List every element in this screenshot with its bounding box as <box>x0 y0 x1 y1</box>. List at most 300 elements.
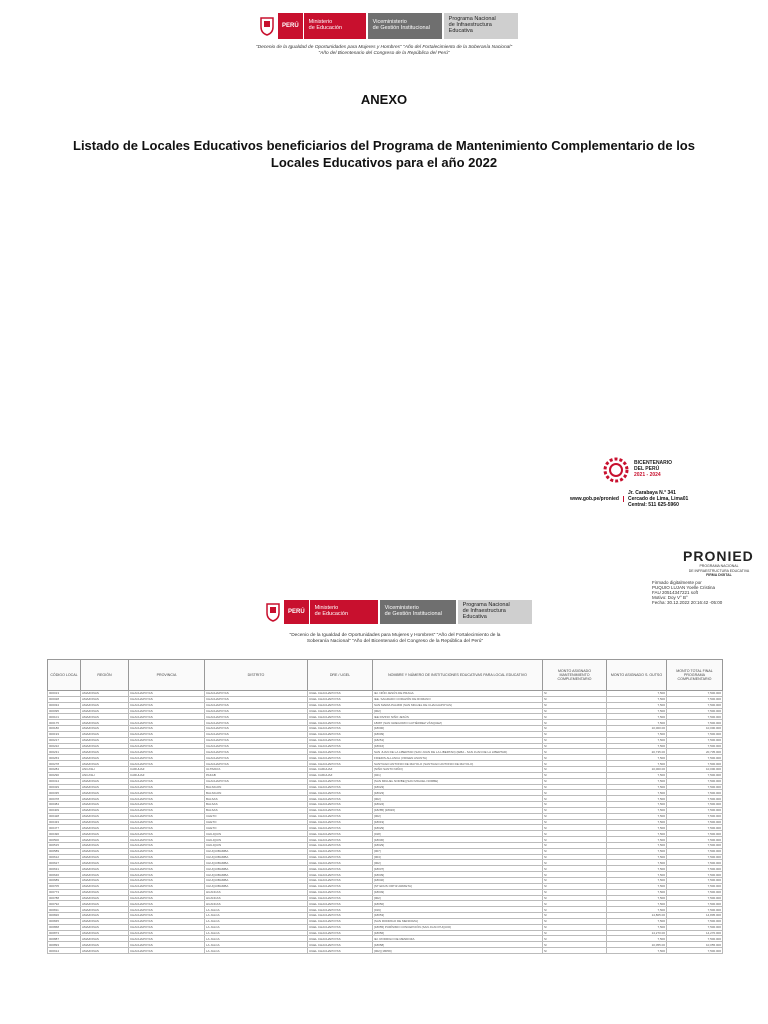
table-cell: 000034 <box>48 702 81 708</box>
table-cell: 7,500 <box>607 784 667 790</box>
table-cell: 7,500.000 <box>667 837 723 843</box>
table-row <box>48 948 723 954</box>
table-cell: 000314 <box>48 778 81 784</box>
table-cell: S/ <box>543 761 607 767</box>
table-cell: S/ <box>543 755 607 761</box>
table-cell: UGEL CHACHAPOYAS <box>308 842 373 848</box>
table-cell: UGEL CHACHAPOYAS <box>308 948 373 954</box>
table-cell: CHACHAPOYAS <box>205 714 308 720</box>
table-cell: S/ <box>543 895 607 901</box>
table-cell: UGEL CHACHAPOYAS <box>308 802 373 808</box>
table-cell: 000792 <box>48 901 81 907</box>
table-cell: CHETO <box>205 819 308 825</box>
table-cell: AMAZONAS <box>81 802 129 808</box>
table-cell: 000477 <box>48 825 81 831</box>
table-cell: [18053] <box>373 913 543 919</box>
table-cell: AMAZONAS <box>81 702 129 708</box>
table-cell: HUANCAS <box>205 889 308 895</box>
table-cell: CHACHAPOYAS <box>205 720 308 726</box>
table-cell: CHUQUIBAMBA <box>205 878 308 884</box>
pronied-logo: PRONIED <box>683 548 754 564</box>
table-cell: AMAZONAS <box>81 831 129 837</box>
table-cell: 000222 <box>48 743 81 749</box>
table-cell: UGEL CHACHAPOYAS <box>308 790 373 796</box>
table-cell: S/ <box>543 731 607 737</box>
table-cell: 000788 <box>48 895 81 901</box>
column-header: NOMBRE Y NÚMERO DE INSTITUCIONES EDUCATIVAS PARA LOCAL EDUCATIVO <box>373 660 543 691</box>
table-cell: UGEL CHACHAPOYAS <box>308 807 373 813</box>
table-cell: S/ <box>543 948 607 954</box>
table-cell: 10,000.00 <box>607 766 667 772</box>
table-cell: S/ <box>543 854 607 860</box>
table-cell: UGEL CHACHAPOYAS <box>308 854 373 860</box>
table-cell: 7,500.000 <box>667 860 723 866</box>
table-cell: UGEL CHACHAPOYAS <box>308 819 373 825</box>
table-cell: S/ <box>543 913 607 919</box>
table-cell: 7,500 <box>607 842 667 848</box>
table-cell: FIDEDIS ALLANCA (VIRGEN ASUNTA) <box>373 755 543 761</box>
table-cell: [002] <box>373 813 543 819</box>
table-cell: CHACHAPOYAS <box>129 790 205 796</box>
table-cell: 000180 <box>48 726 81 732</box>
column-header: MONTO ASIGNADO S. OUTSO <box>607 660 667 691</box>
table-cell: AMAZONAS <box>81 854 129 860</box>
column-header: CÓDIGO LOCAL <box>48 660 81 691</box>
table-cell: IEE. SAGRADO CORAZÓN DE ROMANO <box>373 696 543 702</box>
table-cell: S/ <box>543 930 607 936</box>
table-cell: S/ <box>543 866 607 872</box>
table-cell: 7,500.000 <box>667 813 723 819</box>
table-cell: UGEL CHACHAPOYAS <box>308 837 373 843</box>
table-cell: 000095 <box>48 708 81 714</box>
table-cell: 20,735.00 <box>607 749 667 755</box>
table-cell: UGEL CHACHAPOYAS <box>308 831 373 837</box>
table-cell: AMAZONAS <box>81 813 129 819</box>
table-cell: 7,500.000 <box>667 895 723 901</box>
table-cell: 7,500.000 <box>667 918 723 924</box>
table-cell: CHACHAPOYAS <box>205 761 308 767</box>
table-cell: AMAZONAS <box>81 696 129 702</box>
table-cell: SAN JUAN DE LA LIBERTAD (SAN JUAN DE LA LIBERTAD) (IEBA - SAN JUAN DE LA LIBERTAD) <box>373 749 543 755</box>
table-cell: 7,500.000 <box>667 825 723 831</box>
table-cell: 000409 <box>48 807 81 813</box>
table-cell: CHACHAPOYAS <box>129 755 205 761</box>
table-cell: AMAZONAS <box>81 848 129 854</box>
table-cell: UGEL CHACHAPOYAS <box>308 761 373 767</box>
table-cell: AMAZONAS <box>81 942 129 948</box>
table-cell: 14,805.000 <box>667 913 723 919</box>
vice-ministry-label: Viceministerio de Gestión Institucional <box>380 600 456 624</box>
table-cell: IEE DIVINO NIÑO JESÚS <box>373 714 543 720</box>
table-cell: UGEL CHACHAPOYAS <box>308 872 373 878</box>
table-cell: AMAZONAS <box>81 924 129 930</box>
table-cell: CARHUAZ <box>129 772 205 778</box>
page-title: Listado de Locales Educativos beneficiarios del Programa de Mantenimiento Complementario de los Locales Educativos para el año 2022 <box>73 138 695 170</box>
table-cell: S/ <box>543 691 607 697</box>
table-cell: 7,500 <box>607 901 667 907</box>
table-cell: 7,500 <box>607 895 667 901</box>
table-cell: 7,500.000 <box>667 831 723 837</box>
table-cell: S/ <box>543 860 607 866</box>
table-cell: 7,500.000 <box>667 819 723 825</box>
table-cell: 000217 <box>48 737 81 743</box>
table-cell: 000500 <box>48 837 81 843</box>
peru-shield-icon <box>256 13 278 39</box>
peru-shield-icon <box>262 600 284 624</box>
table-cell: UGEL CHACHAPOYAS <box>308 907 373 913</box>
table-cell: 000914 <box>48 948 81 954</box>
table-cell: UGEL CARHUAZ <box>308 766 373 772</box>
table-cell: 7,500 <box>607 743 667 749</box>
table-cell: CHACHAPOYAS <box>129 778 205 784</box>
table-cell: CHACHAPOYAS <box>205 708 308 714</box>
table-cell: S/ <box>543 837 607 843</box>
pronied-subtitle: PROGRAMA NACIONAL DE INFRAESTRUCTURA EDUCATIVA FIRMA DIGITAL <box>688 564 750 577</box>
table-cell: CHACHAPOYAS <box>129 848 205 854</box>
table-cell: [18029] <box>373 825 543 831</box>
table-cell: [18055] PURÍSIMO CONCEPCIÓN (SAN JUAN PUQUIO) <box>373 924 543 930</box>
table-cell: 000845 <box>48 918 81 924</box>
table-cell: [18285] [18026] <box>373 807 543 813</box>
table-cell: UGEL CARHUAZ <box>308 772 373 778</box>
table-cell: CHACHAPOYAS <box>129 819 205 825</box>
table-cell: 000773 <box>48 889 81 895</box>
table-cell: S/ <box>543 749 607 755</box>
table-cell: 7,500.000 <box>667 790 723 796</box>
table-cell: 000631 <box>48 866 81 872</box>
table-cell: [002] <box>373 796 543 802</box>
table-cell: CHACHAPOYAS <box>129 702 205 708</box>
table-cell: [019] <box>373 907 543 913</box>
table-cell: 7,500 <box>607 848 667 854</box>
table-cell: CHUQUIBAMBA <box>205 866 308 872</box>
table-cell: AMAZONAS <box>81 761 129 767</box>
table-cell: UGEL CHACHAPOYAS <box>308 848 373 854</box>
table-cell: 7,500.000 <box>667 696 723 702</box>
table-cell: CHACHAPOYAS <box>129 889 205 895</box>
table-cell: UGEL CHACHAPOYAS <box>308 889 373 895</box>
table-cell: AMAZONAS <box>81 883 129 889</box>
table-cell: CHACHAPOYAS <box>129 743 205 749</box>
table-cell: 10,055.00 <box>607 942 667 948</box>
table-cell: CHUQUIBAMBA <box>205 883 308 889</box>
table-cell: AMAZONAS <box>81 819 129 825</box>
table-cell: 7,500.000 <box>667 761 723 767</box>
table-cell: [18024] <box>373 802 543 808</box>
table-cell: [002] <box>373 860 543 866</box>
table-cell: 7,500.000 <box>667 772 723 778</box>
table-cell: 7,500 <box>607 796 667 802</box>
table-cell: CHACHAPOYAS <box>129 731 205 737</box>
table-cell: 000013 <box>48 691 81 697</box>
table-cell: 000705 <box>48 883 81 889</box>
table-cell: CHACHAPOYAS <box>129 749 205 755</box>
table-cell: S/ <box>543 872 607 878</box>
table-cell: AMAZONAS <box>81 825 129 831</box>
table-cell: 000101 <box>48 714 81 720</box>
table-cell: CHILIQUIN <box>205 831 308 837</box>
table-cell: BALSAS <box>205 807 308 813</box>
table-cell: CHACHAPOYAS <box>205 749 308 755</box>
contact-address: www.gob.pe/pronied Jr. Carabaya N.° 341 Cercado de Lima, Lima01 Central: 511 625-5960 <box>570 490 689 508</box>
table-cell: 7,500 <box>607 708 667 714</box>
table-cell: AMAZONAS <box>81 743 129 749</box>
table-cell: [002] [18059] <box>373 948 543 954</box>
table-cell: AMAZONAS <box>81 784 129 790</box>
table-cell: S/ <box>543 889 607 895</box>
table-cell: AMAZONAS <box>81 755 129 761</box>
table-cell: 7,500 <box>607 696 667 702</box>
table-cell: S/ <box>543 848 607 854</box>
table-cell: 000887 <box>48 936 81 942</box>
table-cell: 000689 <box>48 878 81 884</box>
table-cell: LA JALCA <box>205 913 308 919</box>
table-cell: S/ <box>543 714 607 720</box>
table-cell: 7,500.000 <box>667 743 723 749</box>
table-cell: CHACHAPOYAS <box>205 691 308 697</box>
column-header: DISTRITO <box>205 660 308 691</box>
table-cell: 10,000.00 <box>607 726 667 732</box>
table-cell: CHACHAPOYAS <box>205 755 308 761</box>
table-cell: AMAZONAS <box>81 936 129 942</box>
table-cell: 7,500.000 <box>667 936 723 942</box>
table-cell: HUANCAS <box>205 895 308 901</box>
table-cell: 7,500.000 <box>667 807 723 813</box>
table-cell: 000589 <box>48 848 81 854</box>
table-cell: UGEL CHACHAPOYAS <box>308 860 373 866</box>
table-cell: CHUQUIBAMBA <box>205 854 308 860</box>
table-cell: UGEL CHACHAPOYAS <box>308 913 373 919</box>
column-header: MONTO TOTAL FINAL PROGRAMA COMPLEMENTARIO <box>667 660 723 691</box>
table-cell: CHACHAPOYAS <box>205 731 308 737</box>
table-cell: UGEL CHACHAPOYAS <box>308 930 373 936</box>
website-link[interactable]: www.gob.pe/pronied <box>570 496 624 502</box>
table-cell: UGEL CHACHAPOYAS <box>308 714 373 720</box>
table-cell: S/ <box>543 918 607 924</box>
table-cell: [18037] <box>373 866 543 872</box>
ministry-label: Ministerio de Educación <box>310 600 378 624</box>
table-cell: PAKAB <box>205 772 308 778</box>
table-cell: S/ <box>543 936 607 942</box>
table-cell: 7,500 <box>607 813 667 819</box>
table-cell: 7,500 <box>607 878 667 884</box>
table-cell: UGEL CHACHAPOYAS <box>308 901 373 907</box>
table-cell: 000378 <box>48 796 81 802</box>
table-cell: ANCASH <box>81 766 129 772</box>
beneficiaries-table <box>47 659 723 954</box>
table-cell: 7,500.000 <box>667 708 723 714</box>
table-cell: 7,500 <box>607 807 667 813</box>
table-cell: CHACHAPOYAS <box>129 948 205 954</box>
table-cell: 7,500.000 <box>667 883 723 889</box>
table-cell: 000826 <box>48 913 81 919</box>
table-cell: CHACHAPOYAS <box>129 878 205 884</box>
table-cell: 000811 <box>48 907 81 913</box>
column-header: PROVINCIA <box>129 660 205 691</box>
table-cell: 000175 <box>48 720 81 726</box>
table-cell: S/ <box>543 802 607 808</box>
table-cell: AMAZONAS <box>81 708 129 714</box>
table-cell: S/ <box>543 784 607 790</box>
table-cell: 000329 <box>48 784 81 790</box>
table-cell: 7,500.000 <box>667 901 723 907</box>
table-cell: LA JALCA <box>205 918 308 924</box>
table-cell: S/ <box>543 702 607 708</box>
table-cell: CHACHAPOYAS <box>129 930 205 936</box>
table-header-row <box>48 660 723 691</box>
table-cell: 7,500 <box>607 802 667 808</box>
table-cell: LA JALCA <box>205 948 308 954</box>
table-cell: AMAZONAS <box>81 737 129 743</box>
table-cell: [18040] <box>373 878 543 884</box>
table-cell: 7,500 <box>607 714 667 720</box>
table-cell: 7,500.000 <box>667 702 723 708</box>
table-cell: 7,500 <box>607 907 667 913</box>
table-cell: 000612 <box>48 854 81 860</box>
table-cell: 000893 <box>48 942 81 948</box>
table-cell: 7,500 <box>607 720 667 726</box>
table-cell: CHACHAPOYAS <box>129 825 205 831</box>
table-cell: S/ <box>543 924 607 930</box>
motto: "Decenio de la Igualdad de Oportunidades para Mujeres y Hombres" "Año del Fortalecimiento de la Soberanía Nacional" "Año del Bicentenario del Congreso de la República del Perú" <box>255 45 513 56</box>
table-cell: 7,500 <box>607 755 667 761</box>
table-cell: 7,500 <box>607 918 667 924</box>
table-cell: UGEL CHACHAPOYAS <box>308 918 373 924</box>
table-cell: UGEL CHACHAPOYAS <box>308 691 373 697</box>
table-cell: IEI. NIÑO JESÚS DE PRAGA <box>373 691 543 697</box>
table-cell: 18087 (SAN GREGORIO GUTIÉRREZ VÁSQUEZ) <box>373 720 543 726</box>
table-cell: CARHUAZ <box>129 766 205 772</box>
table-cell: 7,500.000 <box>667 848 723 854</box>
table-cell: CHACHAPOYAS <box>129 942 205 948</box>
table-cell: S/ <box>543 807 607 813</box>
table-cell: [18030] <box>373 837 543 843</box>
table-cell: 7,500.000 <box>667 907 723 913</box>
table-cell: CHACHAPOYAS <box>129 691 205 697</box>
table-cell: AMAZONAS <box>81 907 129 913</box>
table-cell: AMAZONAS <box>81 860 129 866</box>
table-cell: S/ <box>543 796 607 802</box>
table-cell: HUANCAS <box>205 901 308 907</box>
table-cell: 7,500 <box>607 948 667 954</box>
table-cell: [004] <box>373 854 543 860</box>
header-logo-strip <box>256 13 518 39</box>
table-cell: 7,500 <box>607 837 667 843</box>
table-cell: 7,500 <box>607 825 667 831</box>
table-cell: S/ <box>543 883 607 889</box>
table-cell: AMAZONAS <box>81 872 129 878</box>
bicentenario-logo: BICENTENARIO DEL PERÚ 2021 - 2024 <box>602 456 712 486</box>
table-cell: [NIÑO SANTO NIÑO] <box>373 766 543 772</box>
table-cell: UGEL CHACHAPOYAS <box>308 784 373 790</box>
table-cell: 10,000.000 <box>667 726 723 732</box>
column-header: REGIÓN <box>81 660 129 691</box>
table-cell: AMAZONAS <box>81 913 129 919</box>
table-cell: AMAZONAS <box>81 878 129 884</box>
table-cell: 7,500 <box>607 854 667 860</box>
table-cell: S/ <box>543 842 607 848</box>
table-cell: AMAZONAS <box>81 796 129 802</box>
anexo-heading: ANEXO <box>360 92 408 107</box>
column-header: DRE / UGEL <box>308 660 373 691</box>
table-cell: 000384 <box>48 802 81 808</box>
table-cell: [18016] <box>373 743 543 749</box>
table-cell: BALSIGON <box>205 784 308 790</box>
table-cell: CHACHAPOYAS <box>129 860 205 866</box>
table-cell: BALSAS <box>205 802 308 808</box>
table-cell: CHACHAPOYAS <box>129 901 205 907</box>
motto-2: "Decenio de la Igualdad de Oportunidades para Mujeres y Hombres" "Año del Fortalecimiento de la Soberanía Nacional" "Año del Bicentenario del Congreso de la República del Perú" <box>289 633 501 644</box>
table-cell: 000428 <box>48 813 81 819</box>
table-cell: CHACHAPOYAS <box>205 726 308 732</box>
table-cell: AMAZONAS <box>81 720 129 726</box>
table-cell: S/ <box>543 907 607 913</box>
table-cell: CHETO <box>205 813 308 819</box>
table-cell: 000231 <box>48 749 81 755</box>
table-cell: S/ <box>543 726 607 732</box>
program-label: Programa Nacional de Infraestructura Educativa <box>444 13 518 39</box>
table-cell: 7,500.000 <box>667 889 723 895</box>
table-cell: 7,500.000 <box>667 720 723 726</box>
table-cell: UGEL CHACHAPOYAS <box>308 731 373 737</box>
table-cell: CHACHAPOYAS <box>129 895 205 901</box>
table-cell: 7,500 <box>607 866 667 872</box>
table-cell: AMAZONAS <box>81 714 129 720</box>
table-cell: CHACHAPOYAS <box>129 726 205 732</box>
table-cell: CHACHAPOYAS <box>129 936 205 942</box>
table-cell: AMAZONAS <box>81 807 129 813</box>
table-cell: [SAN RODRIGO DE MENDOZA] <box>373 918 543 924</box>
table-cell: 7,500 <box>607 883 667 889</box>
table-cell: 7,500.000 <box>667 854 723 860</box>
table-cell: [021] <box>373 772 543 778</box>
table-cell: 000868 <box>48 924 81 930</box>
table-cell: S/ <box>543 825 607 831</box>
table-cell: UGEL CHACHAPOYAS <box>308 708 373 714</box>
table-cell: [018] <box>373 831 543 837</box>
table-cell: 20,735.000 <box>667 749 723 755</box>
table-cell: AMAZONAS <box>81 889 129 895</box>
table-cell: 7,500 <box>607 778 667 784</box>
table-cell: 14,805.00 <box>607 913 667 919</box>
table-cell: 7,500 <box>607 737 667 743</box>
table-cell: CHACHAPOYAS <box>129 854 205 860</box>
table-cell: 7,500.000 <box>667 802 723 808</box>
table-cell: 7,500.000 <box>667 755 723 761</box>
table-cell: AMAZONAS <box>81 837 129 843</box>
table-cell: [18009] <box>373 731 543 737</box>
table-cell: S/ <box>543 737 607 743</box>
table-cell: [18056] <box>373 930 543 936</box>
table-cell: [18050] <box>373 901 543 907</box>
table-cell: UGEL CHACHAPOYAS <box>308 778 373 784</box>
table-cell: CHACHAPOYAS <box>129 866 205 872</box>
table-cell: 7,500.000 <box>667 866 723 872</box>
table-cell: 000335 <box>48 790 81 796</box>
table-cell: 7,500.000 <box>667 878 723 884</box>
table-cell: UGEL CHACHAPOYAS <box>308 696 373 702</box>
peru-label: PERÚ <box>278 13 304 39</box>
table-cell: S/ <box>543 778 607 784</box>
table-cell: [18251] <box>373 737 543 743</box>
table-cell: 000028 <box>48 696 81 702</box>
table-cell: 7,500.000 <box>667 796 723 802</box>
table-cell: 7,500 <box>607 731 667 737</box>
table-cell: S/ <box>543 819 607 825</box>
table-cell: [18023] <box>373 790 543 796</box>
table-cell: [007] <box>373 848 543 854</box>
table-cell: AMAZONAS <box>81 726 129 732</box>
